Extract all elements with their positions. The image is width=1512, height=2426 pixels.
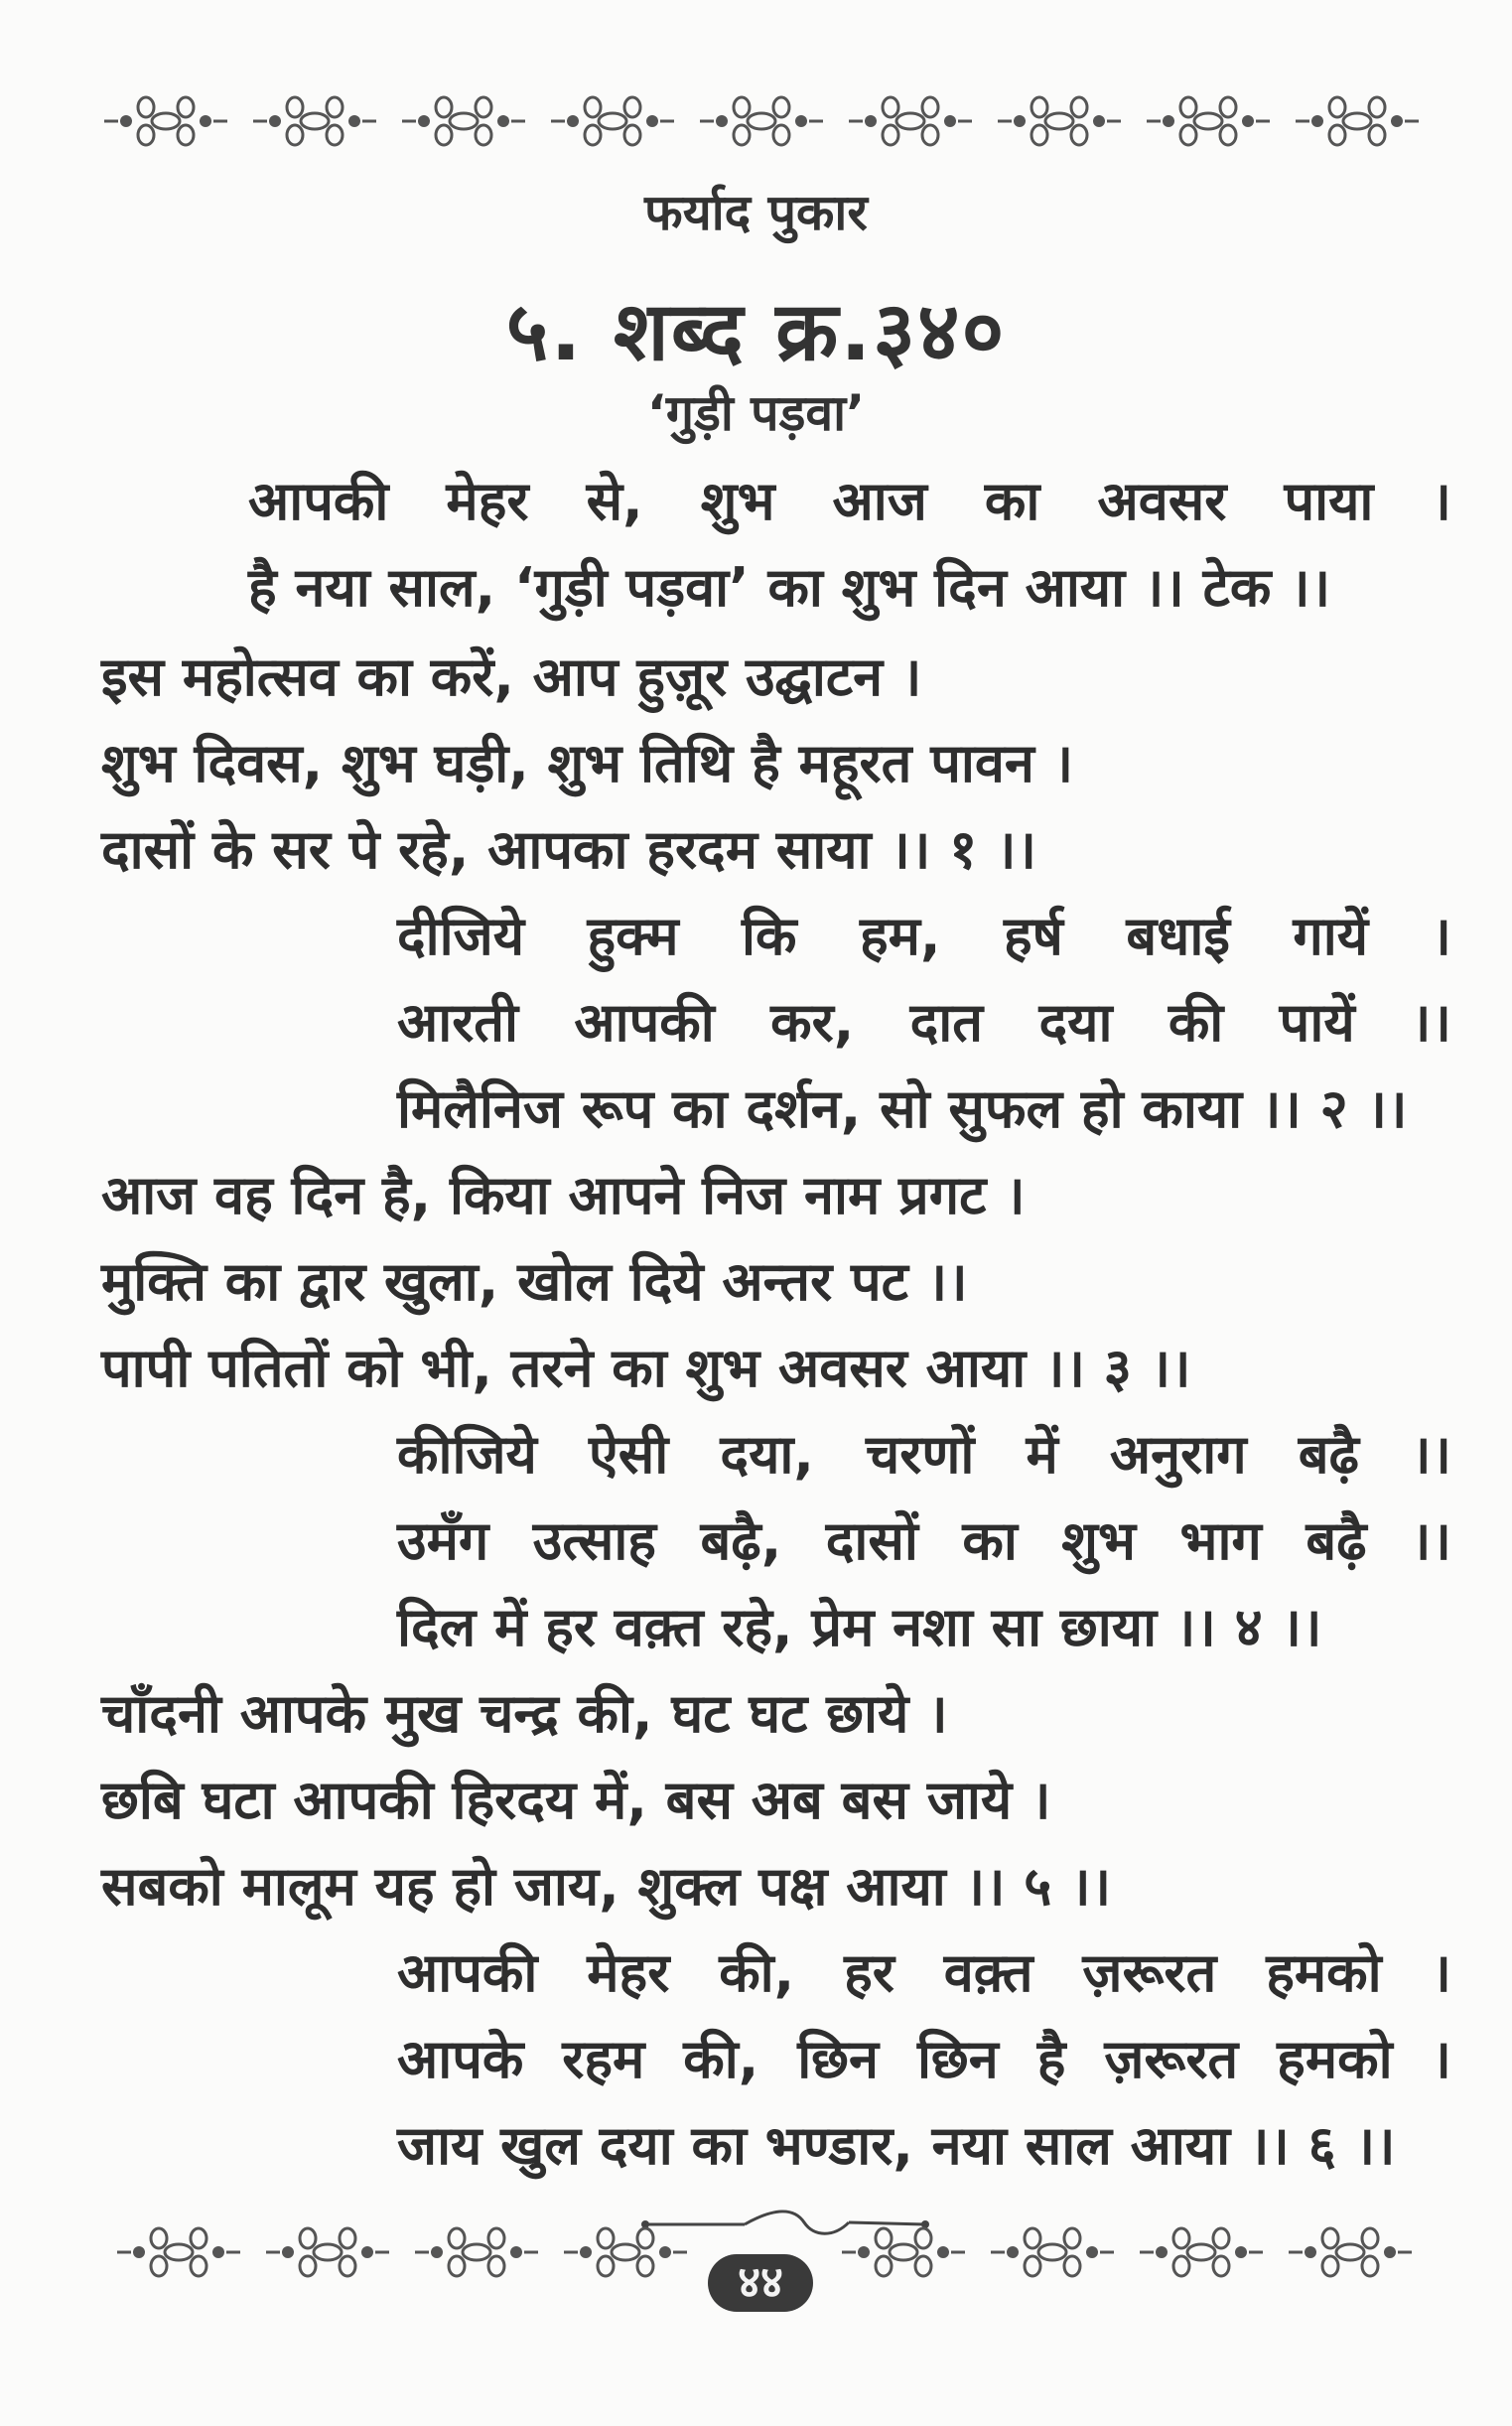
verse-line-10: मुक्ति का द्वार खुला, खोल दिये अन्तर पट ।। xyxy=(101,1250,968,1313)
verse-line-13: उमँग उत्साह बढ़ै, दासों का शुभ भाग बढ़ै ।। xyxy=(397,1509,1451,1572)
verse-line-18: आपकी मेहर की, हर वक़्त ज़रूरत हमको । xyxy=(397,1941,1451,2004)
verse-line-19: आपके रहम की, छिन छिन है ज़रूरत हमको । xyxy=(397,2028,1451,2090)
verse-line-14: दिल में हर वक़्त रहे, प्रेम नशा सा छाया ।। ४ ।। xyxy=(397,1596,1322,1658)
verse-line-2: है नया साल, ‘गुड़ी पड़वा’ का शुभ दिन आया ।। टेक ।। xyxy=(248,556,1331,619)
verse-line-20: जाय खुल दया का भण्डार, नया साल आया ।। ६ ।। xyxy=(397,2114,1396,2177)
shabd-subtitle: ‘गुड़ी पड़वा’ xyxy=(646,384,866,442)
top-ornamental-border xyxy=(91,85,1432,157)
verse-line-15: चाँदनी आपके मुख चन्द्र की, घट घट छाये । xyxy=(101,1682,948,1745)
verse-line-16: छबि घटा आपकी हिरदय में, बस अब बस जाये । xyxy=(101,1769,1051,1831)
verse-line-5: दासों के सर पे रहे, आपका हरदम साया ।। १ ।। xyxy=(101,818,1036,881)
page-number-badge: ४४ xyxy=(708,2254,813,2312)
section-title: फर्याद पुकार xyxy=(644,184,868,241)
verse-line-1: आपकी मेहर से, शुभ आज का अवसर पाया । xyxy=(248,470,1451,532)
verse-line-3: इस महोत्सव का करें, आप हुज़ूर उद्घाटन । xyxy=(101,645,922,708)
verse-line-4: शुभ दिवस, शुभ घड़ी, शुभ तिथि है महूरत पावन । xyxy=(101,732,1074,794)
verse-line-7: आरती आपकी कर, दात दया की पायें ।। xyxy=(397,991,1451,1054)
verse-line-12: कीजिये ऐसी दया, चरणों में अनुराग बढ़ै ।। xyxy=(397,1423,1451,1486)
shabd-title: ५. शब्द क्र.३४० xyxy=(505,285,1007,379)
verse-line-8: मिलैनिज रूप का दर्शन, सो सुफल हो काया ।। २ ।। xyxy=(397,1077,1408,1140)
verse-line-6: दीजिये हुक्म कि हम, हर्ष बधाई गायें । xyxy=(397,905,1451,967)
verse-line-11: पापी पतितों को भी, तरने का शुभ अवसर आया ।। ३ ।। xyxy=(101,1337,1191,1399)
verse-line-9: आज वह दिन है, किया आपने निज नाम प्रगट । xyxy=(101,1164,1026,1226)
verse-line-17: सबको मालूम यह हो जाय, शुक्ल पक्ष आया ।। ५ ।। xyxy=(101,1855,1112,1918)
